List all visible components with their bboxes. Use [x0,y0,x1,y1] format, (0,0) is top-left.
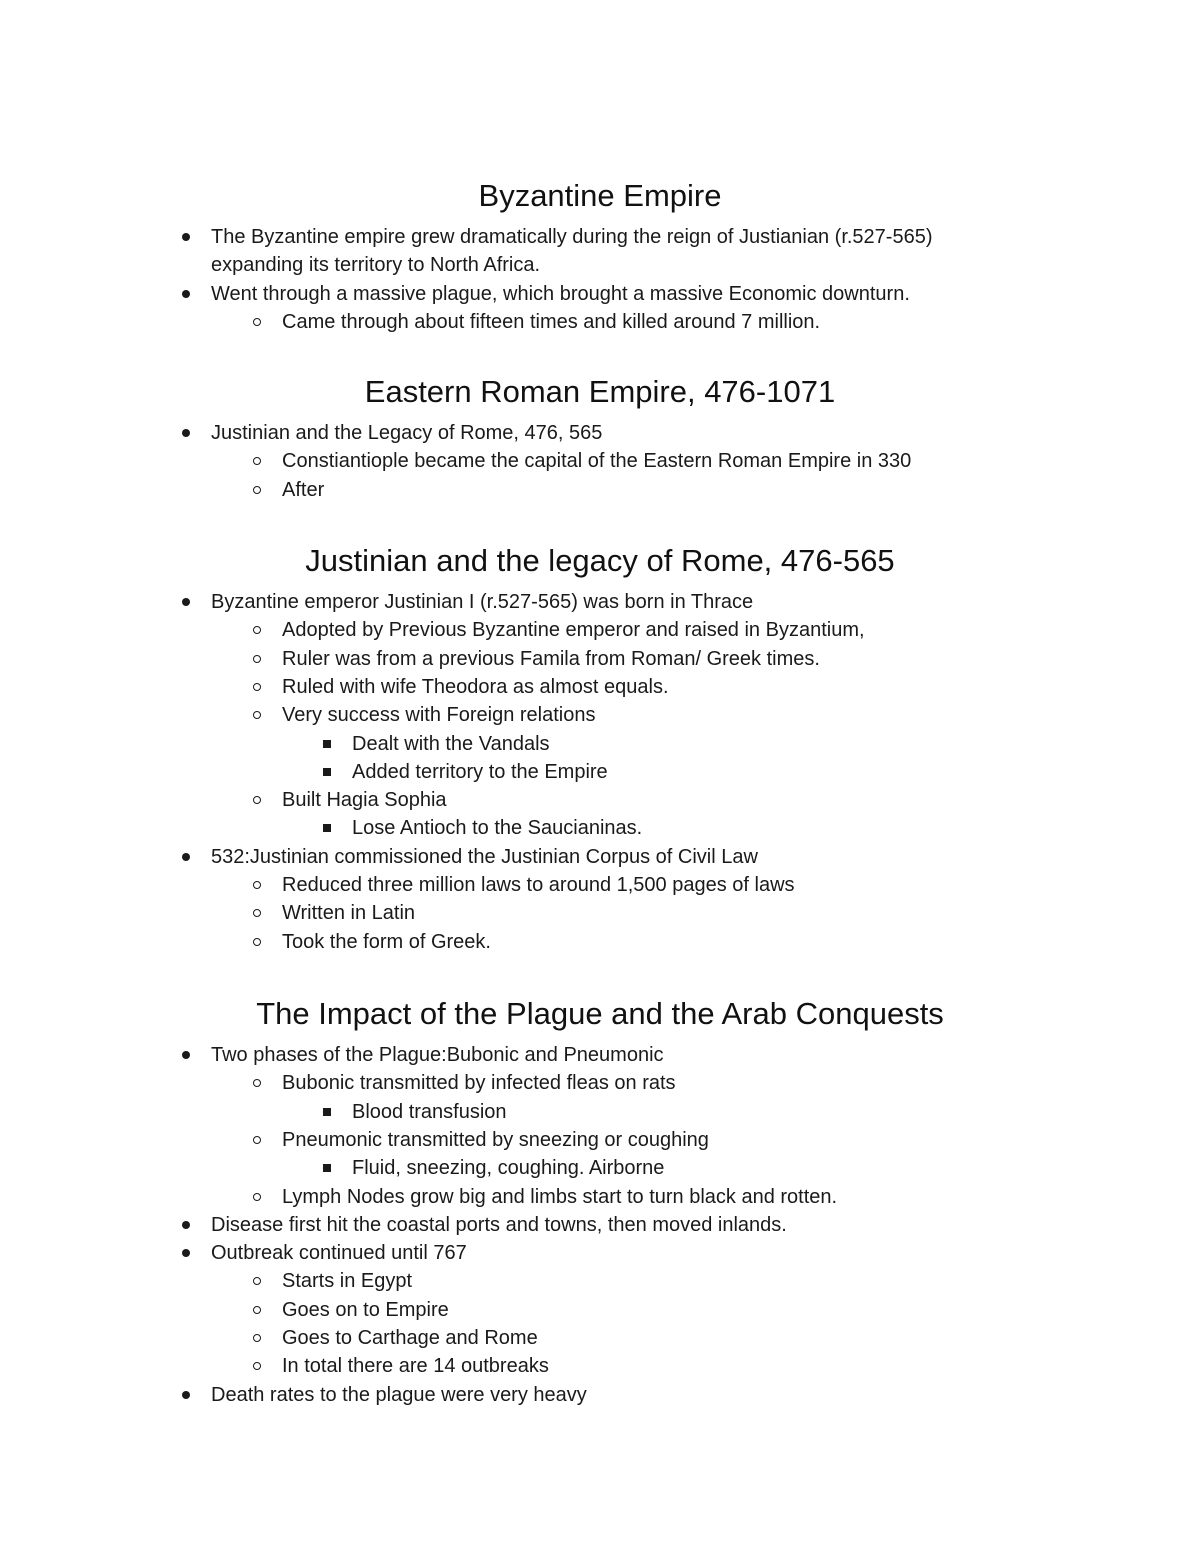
bullet-circle-icon [253,1136,261,1144]
bullet-circle-icon [253,909,261,917]
bullet-circle-icon [253,881,261,889]
list-item: Lymph Nodes grow big and limbs start to turn black and rotten. [282,1185,838,1208]
list-item: Goes to Carthage and Rome [282,1327,538,1349]
list-item: Byzantine emperor Justinian I (r.527-565) was born in Thrace [211,591,754,613]
list-item: Very success with Foreign relations [282,704,596,727]
bullet-circle-icon [253,457,261,465]
list-item: Constiantiople became the capital of the Eastern Roman Empire in 330 [282,450,912,473]
bullet-circle-icon [253,626,261,634]
list-item: Came through about fifteen times and killed around 7 million. [282,310,821,333]
bullet-circle-icon [253,938,261,946]
bullet-disc-icon [182,1051,190,1059]
list-item: In total there are 14 outbreaks [282,1355,549,1378]
bullet-disc-icon [182,853,190,861]
bullet-circle-icon [253,1193,261,1201]
bullet-circle-icon [253,318,261,326]
list-item: After [282,478,325,501]
list-item: Adopted by Previous Byzantine emperor and raised in Byzantium, [282,619,865,642]
list-item: Two phases of the Plague:Bubonic and Pneumonic [211,1044,664,1066]
bullet-disc-icon [182,1391,190,1399]
list-item: Justinian and the Legacy of Rome, 476, 565 [211,422,603,444]
list-item: Built Hagia Sophia [282,789,447,812]
bullet-circle-icon [253,486,261,494]
bullet-circle-icon [253,1306,261,1314]
list-item: Goes on to Empire [282,1298,449,1321]
list-item: 532:Justinian commissioned the Justinian Corpus of Civil Law [211,845,758,868]
list-item: Lose Antioch to the Saucianinas. [352,817,643,840]
section-heading: Justinian and the legacy of Rome, 476-565 [305,543,895,578]
list-item: Death rates to the plague were very heavy [211,1383,587,1406]
list-item: Added territory to the Empire [352,760,608,783]
bullet-circle-icon [253,1334,261,1342]
bullet-disc-icon [182,290,190,298]
bullet-circle-icon [253,796,261,804]
bullet-disc-icon [182,429,190,437]
section-heading: Byzantine Empire [478,178,722,213]
bullet-square-icon [323,1164,331,1172]
list-item: Starts in Egypt [282,1270,413,1293]
bullet-square-icon [323,1108,331,1116]
list-item: The Byzantine empire grew dramatically during the reign of Justianian (r.527-565) [211,226,933,248]
section-heading: The Impact of the Plague and the Arab Conquests [256,996,944,1031]
list-item: Pneumonic transmitted by sneezing or coughing [282,1128,709,1151]
list-item: Bubonic transmitted by infected fleas on rats [282,1072,676,1095]
list-item: Went through a massive plague, which brought a massive Economic downturn. [211,282,910,305]
bullet-circle-icon [253,1277,261,1285]
bullet-circle-icon [253,1362,261,1370]
list-item: Written in Latin [282,902,416,925]
bullet-circle-icon [253,683,261,691]
list-item-continuation: expanding its territory to North Africa. [211,254,541,277]
bullet-disc-icon [182,1221,190,1229]
list-item: Outbreak continued until 767 [211,1242,467,1265]
list-item: Reduced three million laws to around 1,500 pages of laws [282,874,795,896]
section-heading: Eastern Roman Empire, 476-1071 [364,374,836,409]
list-item: Dealt with the Vandals [352,732,550,755]
bullet-disc-icon [182,598,190,606]
list-item: Disease first hit the coastal ports and towns, then moved inlands. [211,1213,787,1236]
bullet-square-icon [323,824,331,832]
list-item: Ruler was from a previous Famila from Roman/ Greek times. [282,647,820,670]
bullet-disc-icon [182,1249,190,1257]
list-item: Ruled with wife Theodora as almost equals. [282,675,669,698]
bullet-circle-icon [253,1079,261,1087]
bullet-disc-icon [182,233,190,241]
list-item: Took the form of Greek. [282,930,491,953]
bullet-square-icon [323,768,331,776]
list-item: Blood transfusion [352,1100,507,1123]
bullet-circle-icon [253,711,261,719]
bullet-square-icon [323,740,331,748]
list-item: Fluid, sneezing, coughing. Airborne [352,1157,665,1180]
bullet-circle-icon [253,655,261,663]
